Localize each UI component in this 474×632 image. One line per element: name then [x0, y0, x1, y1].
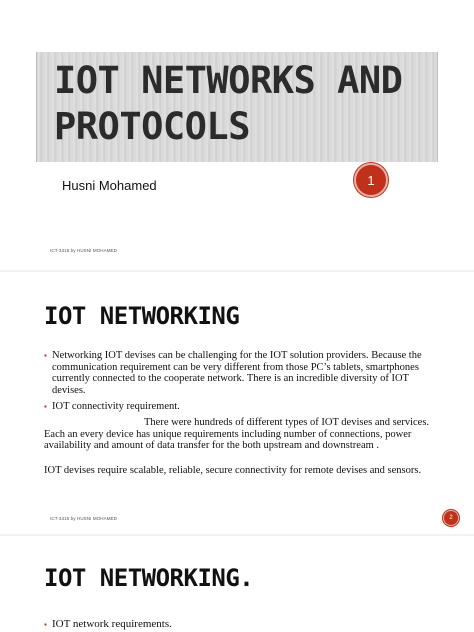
page-number-badge: 2 [443, 510, 459, 526]
bullet-text: IOT connectivity requirement. [52, 401, 180, 412]
bullet-icon: ▪ [44, 351, 47, 360]
bullet-text: IOT network requirements. [52, 618, 172, 630]
slide-footer: ICT-3315 by HUSNI MOHAMED [50, 248, 118, 253]
slide-heading: IOT NETWORKING. [44, 564, 254, 592]
bullet-icon: ▪ [44, 402, 47, 411]
author-name: Husni Mohamed [62, 178, 157, 193]
slide-title-line1: IOT NETWORKS AND [54, 59, 403, 102]
body-paragraph [44, 417, 440, 452]
bullet-list-item [44, 401, 440, 413]
content-slide [0, 272, 474, 534]
bullet-list-item [44, 619, 440, 631]
title-slide [0, 0, 474, 270]
slide-footer: ICT-3315 by HUSNI MOHAMED [50, 516, 118, 521]
content-slide [0, 536, 474, 632]
bullet-icon: ▪ [44, 620, 47, 629]
paragraph-text: Each an every device has unique requirements including number of connections, power availability and amount of data transfer for the both upstream and downstream . [44, 428, 412, 451]
slide-title [54, 58, 434, 150]
slide-title-line2: PROTOCOLS [54, 105, 250, 148]
page-number-badge: 1 [354, 163, 388, 197]
slide-heading: IOT NETWORKING [44, 302, 240, 330]
paragraph-first-line: There were hundreds of different types of IOT devises and services. [144, 417, 430, 428]
body-paragraph: IOT devises require scalable, reliable, secure connectivity for remote devises and sensors. [44, 465, 422, 476]
bullet-text: Networking IOT devises can be challenging for the IOT solution providers. Because the communication requirement can be very different from those PC’s tablets, smartphones currently connected to the cooperate network. There is an incredible diversity of IOT devises. [52, 350, 422, 396]
bullet-list-item [44, 350, 440, 396]
